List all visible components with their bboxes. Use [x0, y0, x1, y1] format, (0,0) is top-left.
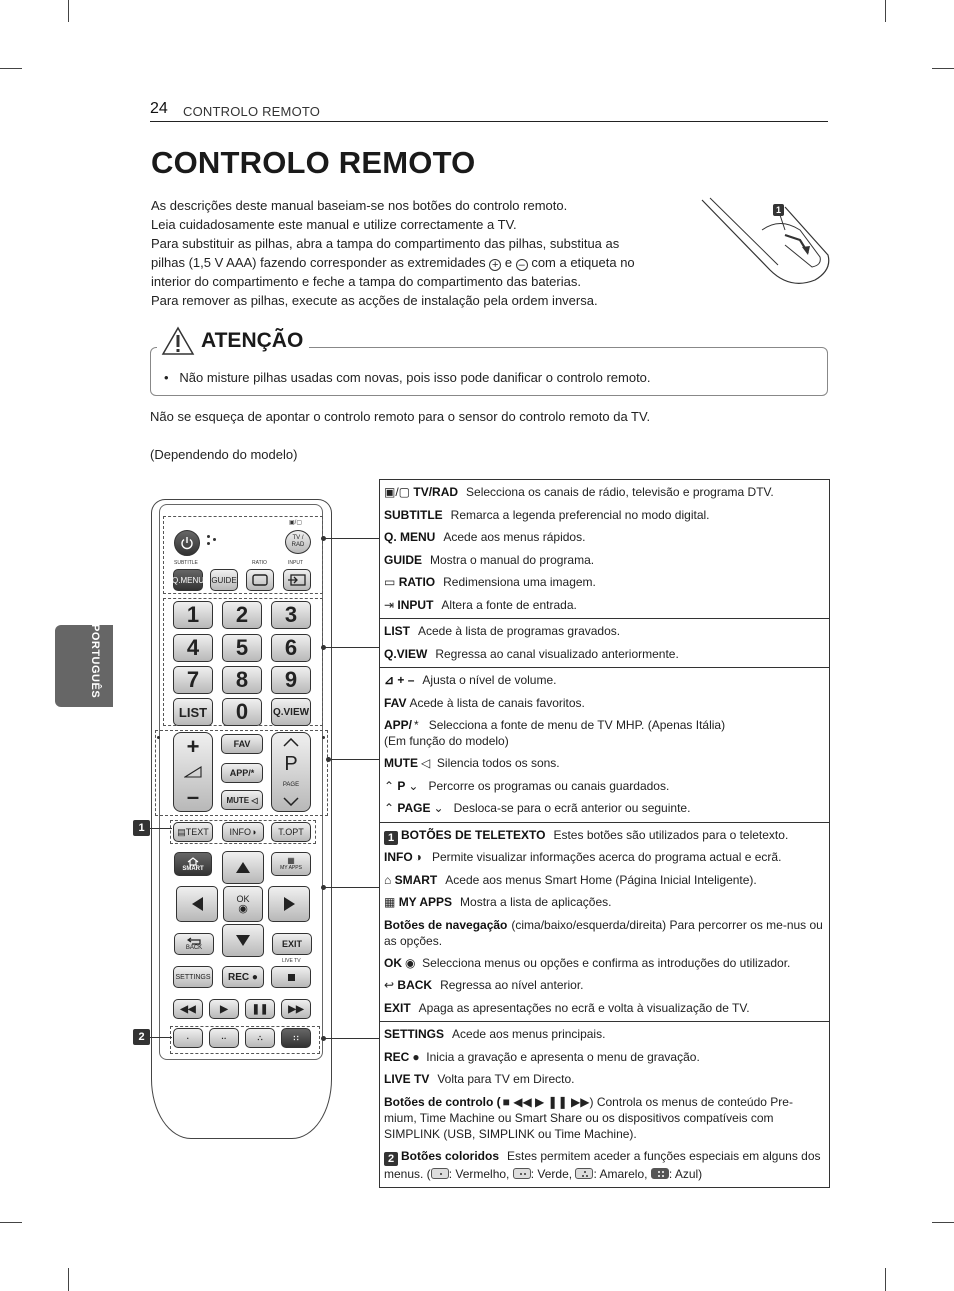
crop-mark [68, 0, 69, 22]
chevron-down-icon [283, 797, 299, 806]
pointing-note: Não se esqueça de apontar o controlo remoto para o sensor do controlo remoto da TV. [150, 409, 651, 424]
fast-forward-button[interactable] [281, 999, 311, 1019]
crop-mark [932, 68, 954, 69]
callout-line [150, 1037, 172, 1038]
tvrad-icon: ▣/▢ [289, 520, 303, 526]
digit-1-button[interactable]: 1 [173, 601, 213, 629]
volume-plus-minus-icon: ⊿ + – [384, 673, 415, 687]
chevron-up-icon: ⌃ [384, 778, 395, 793]
yellow-button[interactable] [245, 1028, 275, 1048]
four-dots-icon: ∷ [293, 1033, 299, 1043]
myapps-button[interactable]: ▦ MY APPS [271, 852, 311, 876]
nav-up-button[interactable] [222, 851, 264, 884]
ok-circle-icon: ◉ [405, 955, 416, 970]
rewind-button[interactable] [173, 999, 203, 1019]
table-row: INFO ◑ Permite visualizar informações acerca do programa actual e ecrã. [384, 850, 782, 864]
table-row: OK ◉ Selecciona menus ou opções e confirma as introduções do utilizador. [384, 955, 791, 970]
tvrad-button[interactable]: TV / RAD [285, 530, 311, 554]
green-button-icon [513, 1168, 531, 1179]
pause-button[interactable] [245, 999, 275, 1019]
crop-mark [932, 1222, 954, 1223]
digit-0-button[interactable]: 0 [222, 698, 262, 726]
ratio-label: RATIO [252, 560, 267, 566]
crop-mark [885, 0, 886, 22]
callout-1-badge: 1 [384, 831, 398, 845]
table-row: Q. MENU Acede aos menus rápidos. [384, 530, 586, 544]
table-row: ⌃ P ⌄ Percorre os programas ou canais guardados. [384, 778, 670, 793]
back-arrow-icon: ↩ [384, 978, 395, 992]
page-label: PAGE [282, 781, 300, 788]
nav-left-button[interactable] [176, 886, 218, 922]
table-section [380, 618, 829, 667]
ratio-icon [252, 574, 268, 586]
digit-6-button[interactable]: 6 [271, 634, 311, 662]
two-dots-icon: ·· [221, 1033, 227, 1043]
exit-button[interactable]: EXIT [272, 933, 312, 955]
red-button[interactable] [173, 1028, 203, 1048]
language-tab [55, 625, 113, 707]
table-row: 1 BOTÕES DE TELETEXTO Estes botões são utilizados para o teletexto. [384, 824, 825, 847]
page-number: 24 [150, 100, 168, 117]
apps-grid-icon: ▦ [384, 895, 396, 909]
three-dots-icon: ∴ [257, 1033, 263, 1043]
blue-button[interactable] [281, 1028, 311, 1048]
volume-up-icon: + [186, 734, 200, 760]
battery-cover-illustration [700, 195, 835, 290]
table-row: ▭ RATIO Redimensiona uma imagem. [384, 575, 596, 589]
home-icon: ⌂ [384, 872, 392, 887]
table-row: LIST Acede à lista de programas gravados. [384, 624, 621, 638]
indicator-dot [213, 538, 216, 541]
mute-icon: ◁ [251, 795, 258, 805]
table-row: Botões de controlo ( ■ ◀◀ ▶ ❚❚ ▶▶) Controla os menus de conteúdo Pre-mium, Time Machine ou Smart Share ou os dispositivos compatíveis com SIMPLINK (USB, SIMPLINK ou Time Machine). [384, 1094, 793, 1141]
chevron-up-icon: ⌃ [384, 801, 395, 815]
home-icon [187, 857, 199, 866]
table-row: ⊿ + – Ajusta o nível de volume. [384, 673, 557, 687]
battery-step-badge: 1 [773, 204, 784, 216]
connector-line [325, 887, 379, 888]
warning-item: • Não misture pilhas usadas com novas, pois isso pode danificar o controlo remoto. [164, 370, 651, 385]
digit-7-button[interactable]: 7 [173, 666, 213, 694]
warning-heading [157, 326, 309, 356]
callout-line [150, 828, 172, 829]
callout-2-badge: 2 [133, 1029, 150, 1045]
crop-mark [68, 1268, 69, 1291]
intro-line: interior do compartimento e feche a tampa do compartimento das baterias. [151, 274, 581, 289]
table-row: REC ● Inicia a gravação e apresenta o menu de gravação. [384, 1049, 700, 1064]
button-description-table [379, 479, 830, 1188]
plus-terminal-icon: + [489, 259, 501, 271]
table-row: ⌂ SMART Acede aos menus Smart Home (Página Inicial Inteligente). [384, 872, 757, 887]
subtitle-label: SUBTITLE [174, 560, 198, 566]
table-row: GUIDE Mostra o manual do programa. [384, 552, 595, 567]
table-row: LIVE TV Volta para TV em Directo. [384, 1072, 575, 1086]
connector-line [325, 647, 379, 648]
power-button[interactable] [174, 530, 200, 556]
nav-down-button[interactable] [222, 924, 264, 957]
table-section [380, 1021, 829, 1187]
qmenu-button[interactable]: Q.MENU [173, 569, 203, 591]
crop-mark [0, 1222, 22, 1223]
volume-down-icon: – [186, 783, 200, 809]
digit-9-button[interactable]: 9 [271, 666, 311, 694]
input-label: INPUT [288, 560, 303, 566]
table-row: Botões de navegação (cima/baixo/esquerda/direita) Para percorrer os me-nus ou as opções. [384, 917, 823, 948]
table-row: ↩ BACK Regressa ao nível anterior. [384, 978, 584, 992]
intro-line: As descrições deste manual baseiam-se nos botões do controlo remoto. [151, 198, 568, 213]
page-title: CONTROLO REMOTO [151, 145, 476, 180]
input-button[interactable] [283, 569, 311, 591]
back-arrow-icon [187, 937, 201, 945]
arrow-up-icon [235, 861, 251, 874]
crop-mark [0, 68, 22, 69]
green-button[interactable] [209, 1028, 239, 1048]
livetv-button[interactable] [271, 966, 311, 988]
play-icon: ▶ [220, 1003, 228, 1015]
playback-icons: ■ ◀◀ ▶ ❚❚ ▶▶ [502, 1094, 590, 1109]
tvrad-icon: ▣/▢ [384, 485, 411, 499]
table-row: MUTE ◁ Silencia todos os sons. [384, 756, 560, 770]
intro-line: Para substituir as pilhas, abra a tampa do compartimento das pilhas, substitua as [151, 236, 620, 251]
language-tab-label: PORTUGUÊS [89, 624, 101, 699]
intro-line: Leia cuidadosamente este manual e utilize correctamente a TV. [151, 217, 517, 232]
topt-button[interactable]: T.OPT [271, 822, 311, 842]
arrow-right-icon [283, 896, 296, 912]
program-p-label: P [284, 753, 298, 776]
back-button[interactable]: BACK [174, 933, 214, 955]
intro-line: pilhas (1,5 V AAA) fazendo corresponder as extremidades + e – com a etiqueta no [151, 255, 635, 271]
pause-icon: ❚❚ [251, 1003, 269, 1015]
indicator-dot [207, 535, 210, 538]
table-row: 2 Botões coloridos Estes permitem aceder a funções especiais em alguns dos menus. ( : Vermelho, : Verde, : Amarelo, : Azul) [384, 1148, 821, 1181]
arrow-left-icon [191, 896, 204, 912]
teletext-icon: ▤ [177, 826, 186, 837]
text-button[interactable]: ▤ TEXT [173, 822, 213, 842]
settings-button[interactable]: SETTINGS [173, 966, 213, 988]
fav-button[interactable]: FAV [221, 734, 263, 754]
record-dot-icon: ● [412, 1049, 420, 1064]
warning-title: ATENÇÃO [201, 329, 304, 352]
info-icon: ◑ [251, 827, 257, 837]
ratio-button[interactable] [246, 569, 274, 591]
running-header: CONTROLO REMOTO [183, 104, 321, 119]
model-note: (Dependendo do modelo) [150, 447, 298, 462]
play-button[interactable] [209, 999, 239, 1019]
arrow-down-icon [235, 934, 251, 947]
app-button[interactable]: APP/* [221, 763, 263, 783]
chevron-down-icon: ⌄ [408, 778, 419, 793]
table-row: ▣/▢ TV/RAD Selecciona os canais de rádio, televisão e programa DTV. [384, 485, 774, 499]
table-row: EXIT Apaga as apresentações no ecrã e volta à visualização de TV. [384, 1000, 750, 1015]
table-row: ⇥ INPUT Altera a fonte de entrada. [384, 597, 577, 612]
table-section [380, 822, 829, 1022]
callout-2-badge: 2 [384, 1152, 398, 1166]
crop-mark [885, 1268, 886, 1291]
ratio-icon: ▭ [384, 575, 396, 589]
guide-button[interactable]: GUIDE [210, 569, 238, 591]
connector-line [330, 759, 379, 760]
info-button[interactable]: INFO ◑ [222, 822, 264, 842]
indicator-dot [207, 542, 210, 545]
power-icon [180, 536, 194, 550]
stop-icon [288, 974, 295, 981]
ok-circle-icon: ◉ [238, 903, 248, 915]
smart-button[interactable]: SMART [174, 852, 212, 876]
qview-button[interactable]: Q.VIEW [271, 698, 311, 726]
table-row: Q.VIEW Regressa ao canal visualizado anteriormente. [384, 646, 679, 661]
fast-forward-icon: ▶▶ [288, 1003, 304, 1015]
livetv-label: LIVE TV [282, 958, 301, 964]
digit-5-button[interactable]: 5 [222, 634, 262, 662]
blue-button-icon [651, 1168, 669, 1179]
one-dot-icon: · [186, 1033, 190, 1043]
indicator-dot [157, 736, 160, 739]
connector-line [325, 538, 379, 539]
table-section [380, 667, 829, 822]
mute-button[interactable]: MUTE ◁ [221, 790, 263, 810]
yellow-button-icon [575, 1168, 593, 1179]
program-rocker[interactable] [271, 732, 311, 812]
table-row: SUBTITLE Remarca a legenda preferencial no modo digital. [384, 507, 710, 522]
record-dot-icon: ● [251, 971, 258, 983]
mute-icon: ◁ [421, 756, 431, 770]
digit-8-button[interactable]: 8 [222, 666, 262, 694]
table-row: APP/ * Selecciona a fonte de menu de TV MHP. (Apenas Itália) (Em função do modelo) [384, 718, 726, 748]
rec-button[interactable]: REC ● [222, 966, 264, 988]
chevron-up-icon [283, 738, 299, 747]
indicator-dot [322, 736, 325, 739]
table-row: ▦ MY APPS Mostra a lista de aplicações. [384, 895, 612, 909]
list-button[interactable]: LIST [173, 698, 213, 726]
volume-rocker[interactable] [173, 732, 213, 812]
input-icon: ⇥ [384, 597, 395, 612]
nav-right-button[interactable] [268, 886, 310, 922]
ok-button[interactable]: OK ◉ [223, 886, 263, 922]
intro-text [151, 196, 701, 310]
star-icon: * [414, 718, 419, 732]
rewind-icon: ◀◀ [180, 1003, 196, 1015]
input-icon [288, 574, 306, 586]
chevron-down-icon: ⌄ [433, 801, 444, 815]
header-rule [150, 121, 828, 122]
minus-terminal-icon: – [516, 259, 528, 271]
intro-line: Para remover as pilhas, execute as acções de instalação pela ordem inversa. [151, 293, 598, 308]
volume-icon [184, 766, 202, 778]
table-row: SETTINGS Acede aos menus principais. [384, 1027, 606, 1041]
callout-1-badge: 1 [133, 820, 150, 836]
apps-grid-icon: ▦ [287, 856, 295, 865]
warning-triangle-icon [161, 326, 195, 356]
digit-4-button[interactable]: 4 [173, 634, 213, 662]
table-section [380, 480, 829, 618]
table-row: FAV Acede à lista de canais favoritos. [384, 695, 585, 710]
connector-line [325, 1038, 379, 1039]
red-button-icon [431, 1168, 449, 1179]
info-icon: ◑ [414, 850, 422, 864]
digit-2-button[interactable]: 2 [222, 601, 262, 629]
table-row: ⌃ PAGE ⌄ Desloca-se para o ecrã anterior ou seguinte. [384, 801, 691, 815]
digit-3-button[interactable]: 3 [271, 601, 311, 629]
